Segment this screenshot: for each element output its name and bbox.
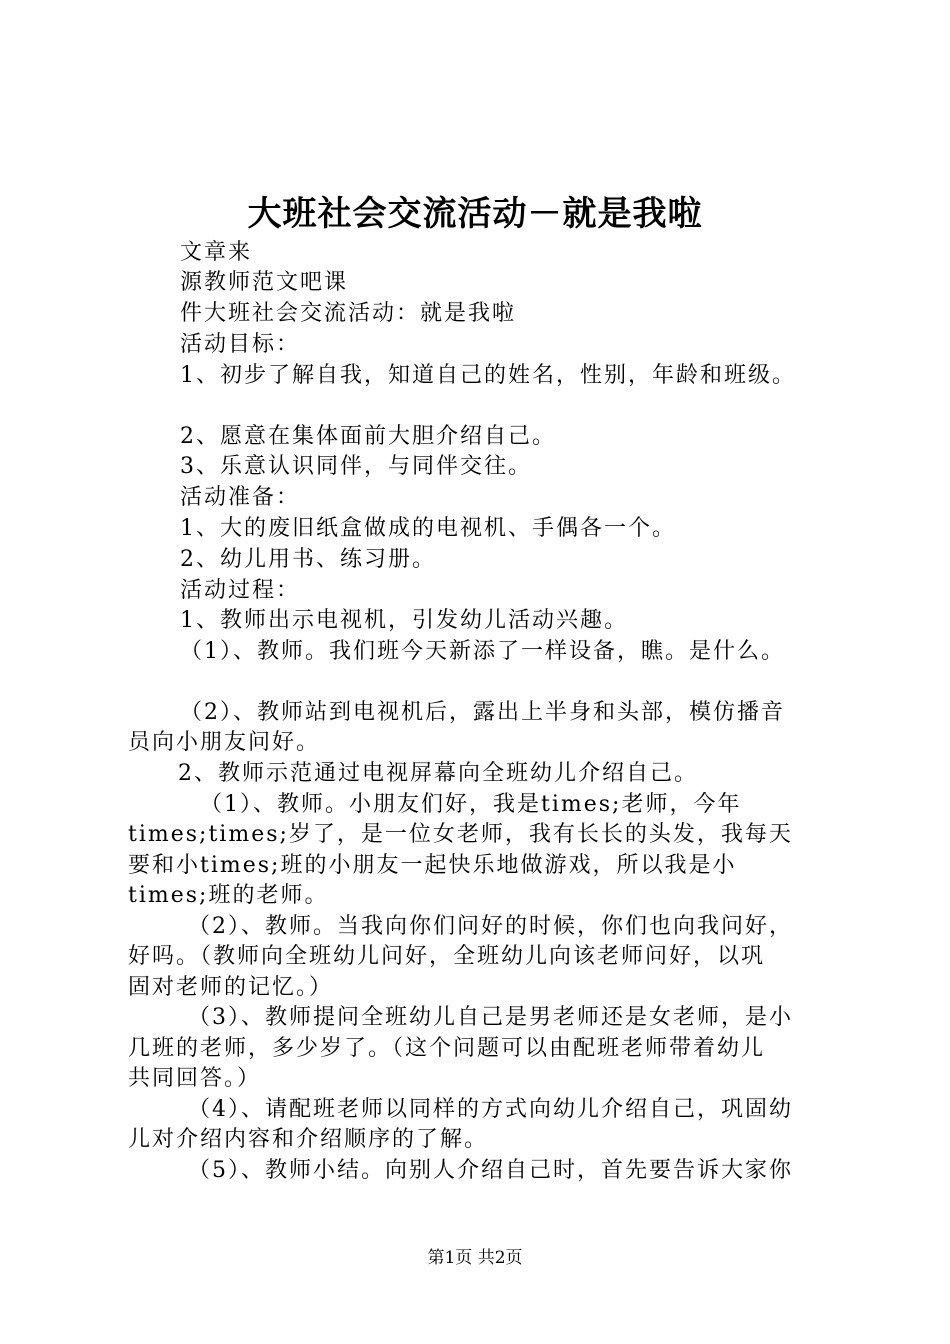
body-line: （1）、教师。小朋友们好，我是times;老师，今年	[200, 792, 742, 817]
body-line: 活动过程：	[180, 578, 301, 603]
body-line: 2、教师示范通过电视屏幕向全班幼儿介绍自己。	[178, 761, 698, 786]
body-line: （4）、请配班老师以同样的方式向幼儿介绍自己，巩固幼	[188, 1097, 793, 1122]
body-line: 2、愿意在集体面前大胆介绍自己。	[180, 424, 556, 449]
body-line: （2）、教师。当我向你们问好的时候，你们也向我问好，	[188, 914, 793, 939]
body-line: 1、教师出示电视机，引发幼儿活动兴趣。	[180, 608, 628, 633]
body-line: 3、乐意认识同伴，与同伴交往。	[180, 454, 532, 479]
body-line: （3）、教师提问全班幼儿自己是男老师还是女老师，是小	[188, 1005, 793, 1030]
body-line: （2）、教师站到电视机后，露出上半身和头部，模仿播音	[180, 700, 785, 725]
body-line: 1、初步了解自我，知道自己的姓名，性别，年龄和班级。	[180, 363, 796, 388]
body-line: times;班的老师。	[128, 883, 329, 908]
body-line: 固对老师的记忆。）	[128, 975, 334, 1000]
document-title: 大班社会交流活动－就是我啦	[247, 194, 703, 234]
body-line: 源教师范文吧课	[180, 270, 349, 295]
body-line: 几班的老师，多少岁了。（这个问题可以由配班老师带着幼儿	[128, 1036, 766, 1061]
body-line: 共同回答。）	[128, 1066, 262, 1091]
body-line: 要和小times;班的小朋友一起快乐地做游戏，所以我是小	[128, 853, 737, 878]
page-footer: 第1页 共2页	[427, 1248, 523, 1268]
body-line: 儿对介绍内容和介绍顺序的了解。	[128, 1127, 489, 1152]
body-line: 件大班社会交流活动：就是我啦	[180, 301, 517, 326]
body-line: 文章来	[180, 240, 253, 265]
body-line: （5）、教师小结。向别人介绍自己时，首先要告诉大家你	[188, 1158, 793, 1183]
body-line: （1）、教师。我们班今天新添了一样设备，瞧。是什么。	[180, 639, 785, 664]
body-line: 员向小朋友问好。	[128, 730, 321, 755]
body-line: 2、幼儿用书、练习册。	[180, 547, 436, 572]
body-line: times;times;岁了，是一位女老师，我有长长的头发，我每天	[128, 822, 793, 847]
body-line: 活动准备：	[180, 485, 301, 510]
body-line: 1、大的废旧纸盒做成的电视机、手偶各一个。	[180, 516, 676, 541]
body-line: 好吗。（教师向全班幼儿问好，全班幼儿向该老师问好，以巩	[128, 944, 766, 969]
body-line: 活动目标：	[180, 332, 301, 357]
